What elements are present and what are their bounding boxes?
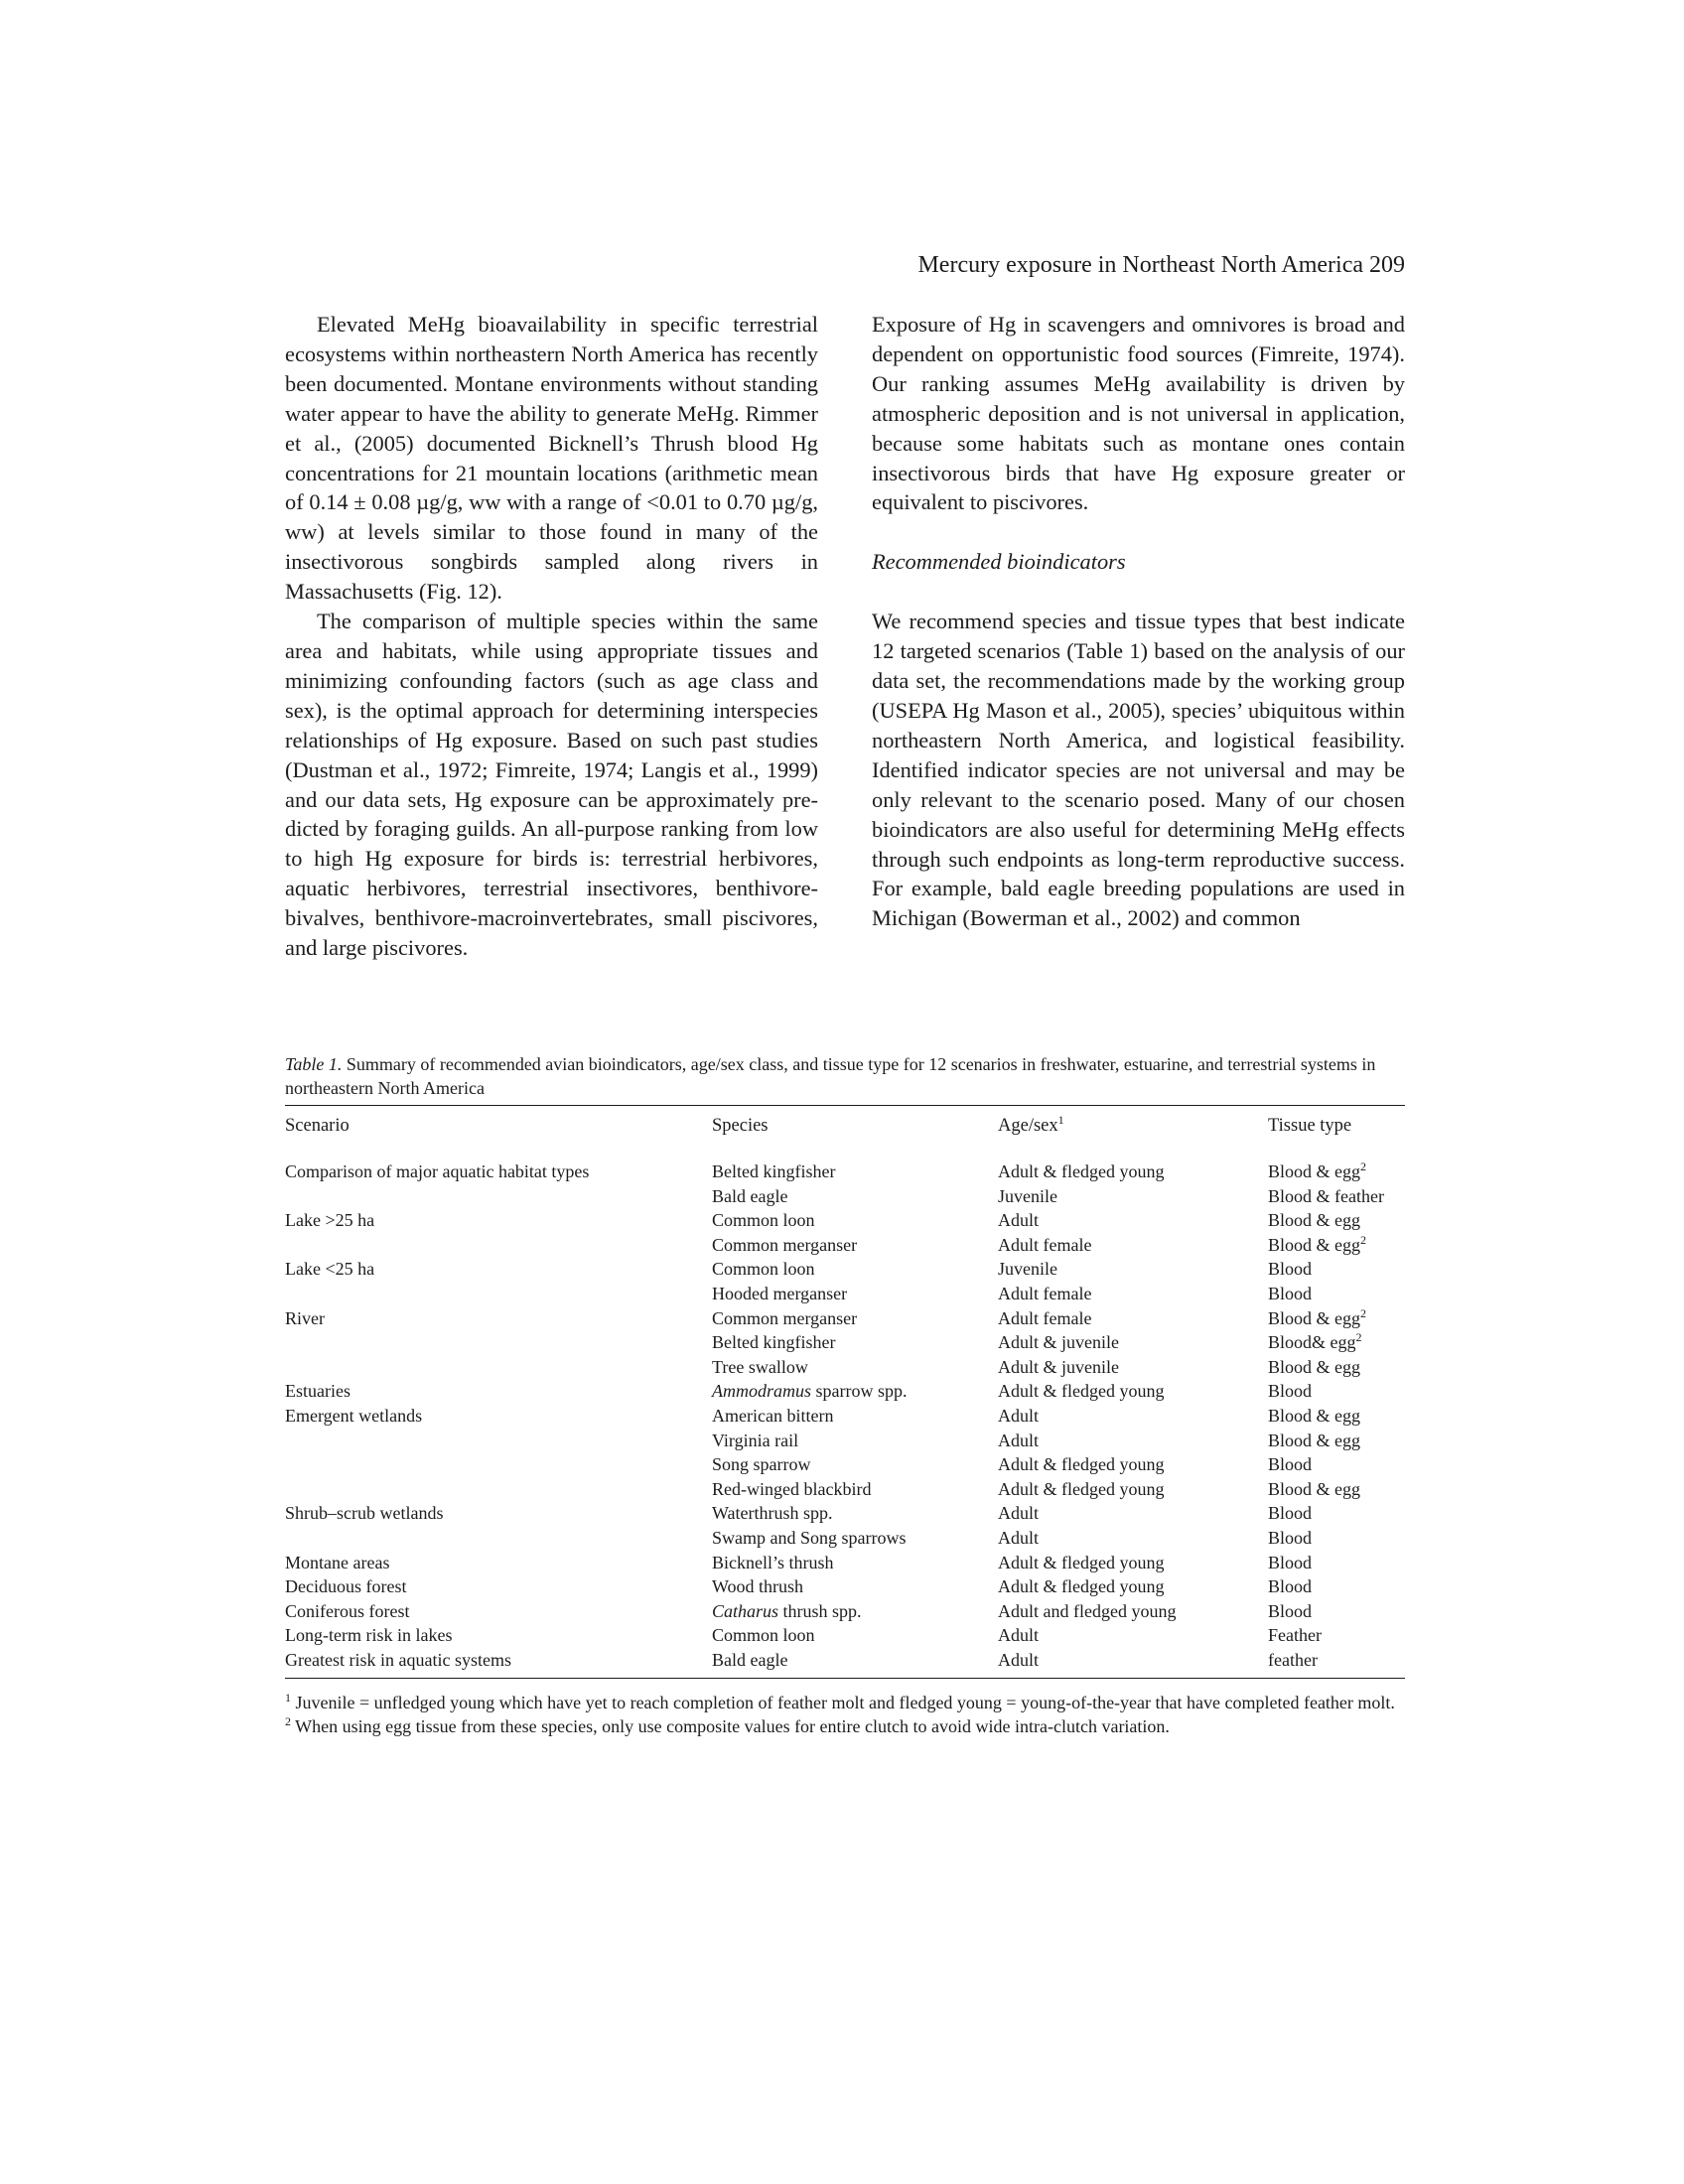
species-name: Common merganser (712, 1307, 858, 1328)
table-footnotes (285, 1691, 1405, 1738)
table-row (285, 1282, 1405, 1306)
table-row (285, 1648, 1405, 1679)
tissue-text: Blood & egg (1268, 1430, 1360, 1450)
header-scenario: Scenario (285, 1116, 350, 1136)
species-name: Belted kingfisher (712, 1332, 836, 1353)
species-name: thrush spp. (778, 1600, 862, 1621)
cell-tissue-type (1268, 1648, 1405, 1679)
table-body (285, 1148, 1405, 1678)
cell-age-sex: Adult & fledged young (998, 1161, 1165, 1181)
cell-species (712, 1282, 998, 1306)
cell-age-sex: Adult (998, 1210, 1040, 1231)
footnote-mark: 1 (285, 1691, 291, 1706)
cell-species (712, 1233, 998, 1258)
cell-species (712, 1355, 998, 1380)
cell-tissue-type (1268, 1208, 1405, 1233)
cell-tissue-type (1268, 1233, 1405, 1258)
header-age-sex (998, 1106, 1268, 1148)
cell-species (712, 1208, 998, 1233)
cell-species (712, 1551, 998, 1575)
cell-age-sex: Adult female (998, 1234, 1092, 1255)
species-name: Common loon (712, 1259, 815, 1280)
tissue-text: Blood (1268, 1576, 1313, 1597)
cell-scenario: Lake <25 ha (285, 1259, 375, 1280)
cell-species (712, 1404, 998, 1429)
header-tissue-type: Tissue type (1268, 1116, 1352, 1136)
table-caption (285, 1052, 1405, 1100)
cell-age-sex: Adult & fledged young (998, 1454, 1165, 1475)
species-name: Red-winged blackbird (712, 1478, 872, 1499)
table-row (285, 1330, 1405, 1355)
table-caption-label: Table 1. (285, 1054, 343, 1074)
cell-age-sex: Adult female (998, 1307, 1092, 1328)
species-name: Bicknell’s thrush (712, 1552, 834, 1572)
cell-age-sex: Adult female (998, 1283, 1092, 1303)
species-name: Common merganser (712, 1234, 858, 1255)
table-row (285, 1623, 1405, 1648)
tissue-text: Blood & egg (1268, 1356, 1360, 1377)
table-row (285, 1233, 1405, 1258)
tissue-text: Blood& egg (1268, 1332, 1356, 1353)
species-genus: Ammodramus (712, 1381, 812, 1402)
cell-age-sex: Adult & juvenile (998, 1332, 1119, 1353)
table-row (285, 1379, 1405, 1404)
species-name: Tree swallow (712, 1356, 808, 1377)
cell-age-sex: Adult (998, 1430, 1040, 1450)
table-row (285, 1355, 1405, 1380)
body-paragraph: The comparison of multiple species within the same area and habitats, while using appropriate tissues and minimizing confounding factors (such as age class and sex), is the optimal approach for determining interspecies relationships of Hg exposure. Based on such past studies (Dustman et al., 1972; Fimreite, 1974; Langis et al., 1999) and our data sets, Hg exposure can be approximately predicted by foraging guilds. An all-purpose ranking from low to high Hg exposure for birds is: terrestrial herbivores, aquatic herbivores, terrestrial insectivores, benthivore-bivalves, benthivore-macroinvertebrates, small piscivores, and large piscivores. (285, 609, 818, 961)
cell-tissue-type (1268, 1184, 1405, 1209)
table-row (285, 1452, 1405, 1477)
cell-species (712, 1330, 998, 1355)
cell-species (712, 1574, 998, 1599)
cell-tissue-type (1268, 1379, 1405, 1404)
tissue-text: Blood & egg (1268, 1161, 1360, 1181)
header-species: Species (712, 1116, 769, 1136)
cell-tissue-type (1268, 1623, 1405, 1648)
table-row (285, 1551, 1405, 1575)
species-name: Wood thrush (712, 1576, 804, 1597)
cell-scenario: Deciduous forest (285, 1576, 407, 1597)
species-name: Swamp and Song sparrows (712, 1527, 907, 1548)
cell-tissue-type (1268, 1404, 1405, 1429)
cell-scenario: Montane areas (285, 1552, 390, 1572)
table-row (285, 1306, 1405, 1331)
cell-tissue-type (1268, 1526, 1405, 1551)
tissue-text: Blood & egg (1268, 1405, 1360, 1426)
tissue-text: Blood & feather (1268, 1185, 1384, 1206)
cell-scenario: Long-term risk in lakes (285, 1625, 453, 1646)
body-paragraph: We recommend species and tissue types that best indicate 12 targeted scenarios (Table 1) based on the analysis of our data set, the recommendations made by the working group (USEPA Hg Mason et al., 2005), species’ ubiquitous within northeastern North America, and logistical feasibility. Identified indicator species are not universal and may be only relevant to the scenario posed. Many of our chosen bioindicators are also useful for determining MeHg effects through such endpoints as long-term reproductive success. For example, bald eagle breeding populations are used in Michigan (Bowerman et al., 2002) and common (872, 609, 1405, 931)
cell-tissue-type (1268, 1599, 1405, 1624)
tissue-text: Blood (1268, 1527, 1313, 1548)
cell-scenario (285, 1184, 712, 1209)
tissue-text: Blood & egg (1268, 1478, 1360, 1499)
cell-scenario (285, 1233, 712, 1258)
species-name: Song sparrow (712, 1454, 811, 1475)
cell-species (712, 1648, 998, 1679)
cell-scenario (285, 1526, 712, 1551)
footnote-2 (285, 1714, 1405, 1738)
section-subheading: Recommended bioindicators (872, 549, 1126, 575)
cell-tissue-type (1268, 1306, 1405, 1331)
cell-scenario: Estuaries (285, 1381, 351, 1402)
cell-age-sex: Adult & fledged young (998, 1478, 1165, 1499)
cell-scenario (285, 1477, 712, 1502)
species-name: Common loon (712, 1210, 815, 1231)
cell-tissue-type (1268, 1429, 1405, 1453)
cell-tissue-type (1268, 1574, 1405, 1599)
cell-age-sex: Adult & juvenile (998, 1356, 1119, 1377)
cell-scenario (285, 1429, 712, 1453)
cell-scenario: Greatest risk in aquatic systems (285, 1649, 511, 1670)
cell-tissue-type (1268, 1355, 1405, 1380)
body-paragraph: Elevated MeHg bioavailability in specific terrestrial ecosystems within northeastern North America has recently been documented. Montane environments without standing water appear to have the ability to generate MeHg. Rimmer et al., (2005) documented Bicknell’s Thrush blood Hg concentrations for 21 mountain locations (arithmetic mean of 0.14 ± 0.08 µg/g, ww with a range of <0.01 to 0.70 µg/g, ww) at levels similar to those found in many of the insectivorous songbirds sampled along rivers in Massachusetts (Fig. 12). (285, 312, 818, 605)
cell-tissue-type (1268, 1257, 1405, 1282)
table-row (285, 1404, 1405, 1429)
table-row (285, 1501, 1405, 1526)
tissue-text: Blood & egg (1268, 1307, 1360, 1328)
table-row (285, 1574, 1405, 1599)
species-name: sparrow spp. (811, 1381, 908, 1402)
cell-tissue-type (1268, 1282, 1405, 1306)
footnote-mark: 2 (1360, 1160, 1366, 1173)
cell-age-sex: Adult (998, 1649, 1040, 1670)
cell-tissue-type (1268, 1452, 1405, 1477)
bioindicator-table (285, 1106, 1405, 1678)
cell-scenario: Comparison of major aquatic habitat types (285, 1161, 590, 1181)
cell-age-sex: Adult (998, 1503, 1040, 1524)
species-name: American bittern (712, 1405, 834, 1426)
cell-tissue-type (1268, 1477, 1405, 1502)
cell-age-sex: Juvenile (998, 1185, 1057, 1206)
table-row (285, 1477, 1405, 1502)
cell-species (712, 1306, 998, 1331)
cell-species (712, 1501, 998, 1526)
species-name: Virginia rail (712, 1430, 799, 1450)
running-head: Mercury exposure in Northeast North America 209 (917, 252, 1405, 278)
footnote-1 (285, 1691, 1405, 1714)
cell-species (712, 1477, 998, 1502)
cell-tissue-type (1268, 1330, 1405, 1355)
cell-species (712, 1526, 998, 1551)
tissue-text: Blood & egg (1268, 1210, 1360, 1231)
cell-species (712, 1429, 998, 1453)
cell-tissue-type (1268, 1551, 1405, 1575)
tissue-text: Blood (1268, 1552, 1313, 1572)
table-row (285, 1429, 1405, 1453)
table-row (285, 1257, 1405, 1282)
cell-species (712, 1452, 998, 1477)
cell-scenario: Lake >25 ha (285, 1210, 375, 1231)
cell-species (712, 1379, 998, 1404)
footnote-mark: 2 (1360, 1305, 1366, 1320)
tissue-text: Blood (1268, 1381, 1313, 1402)
tissue-text: Blood & egg (1268, 1234, 1360, 1255)
cell-scenario (285, 1282, 712, 1306)
species-genus: Catharus (712, 1600, 779, 1621)
cell-species (712, 1184, 998, 1209)
tissue-text: Blood (1268, 1503, 1313, 1524)
table-row (285, 1526, 1405, 1551)
footnote-text: Juvenile = unfledged young which have yet to reach completion of feather molt and fledged young = young-of-the-year that have completed feather molt. (291, 1693, 1395, 1713)
cell-age-sex: Adult (998, 1405, 1040, 1426)
cell-tissue-type (1268, 1501, 1405, 1526)
cell-tissue-type (1268, 1148, 1405, 1184)
cell-scenario (285, 1355, 712, 1380)
cell-scenario: Coniferous forest (285, 1600, 410, 1621)
tissue-text: Blood (1268, 1600, 1313, 1621)
tissue-text: Feather (1268, 1625, 1322, 1646)
tissue-text: Blood (1268, 1454, 1313, 1475)
table-header-row (285, 1106, 1405, 1148)
footnote-mark: 1 (1057, 1112, 1064, 1127)
species-name: Common loon (712, 1625, 815, 1646)
cell-scenario: Shrub–scrub wetlands (285, 1503, 444, 1524)
cell-scenario (285, 1452, 712, 1477)
species-name: Waterthrush spp. (712, 1503, 833, 1524)
species-name: Bald eagle (712, 1649, 788, 1670)
tissue-text: Blood (1268, 1259, 1313, 1280)
table-1 (285, 1052, 1405, 1738)
table-caption-text: Summary of recommended avian bioindicators, age/sex class, and tissue type for 12 scenarios in freshwater, estuarine, and terrestrial systems in northeastern North America (285, 1054, 1376, 1098)
table-row (285, 1599, 1405, 1624)
cell-scenario: Emergent wetlands (285, 1405, 423, 1426)
cell-age-sex: Adult (998, 1527, 1040, 1548)
cell-age-sex: Adult & fledged young (998, 1381, 1165, 1402)
cell-scenario (285, 1330, 712, 1355)
cell-age-sex: Adult & fledged young (998, 1576, 1165, 1597)
body-paragraph: Exposure of Hg in scavengers and omnivores is broad and dependent on opportunistic food sources (Fimreite, 1974). Our ranking assumes MeHg availability is driven by atmospheric deposition and is not universal in application, because some habitats such as montane ones contain insectivorous birds that have Hg exposure greater or equivalent to piscivores. (872, 312, 1405, 515)
footnote-mark: 2 (1355, 1330, 1362, 1345)
footnote-mark: 2 (285, 1714, 291, 1729)
species-name: Bald eagle (712, 1185, 788, 1206)
table-bottom-rule (285, 1678, 1405, 1679)
footnote-mark: 2 (1360, 1232, 1366, 1247)
cell-age-sex: Adult and fledged young (998, 1600, 1177, 1621)
header-age-sex-text: Age/sex (998, 1116, 1058, 1136)
tissue-text: Blood (1268, 1283, 1313, 1303)
table-row (285, 1184, 1405, 1209)
table-row (285, 1208, 1405, 1233)
left-column (285, 310, 818, 963)
cell-age-sex: Adult & fledged young (998, 1552, 1165, 1572)
footnote-text: When using egg tissue from these species, only use composite values for entire clutch to avoid wide intra-clutch variation. (291, 1716, 1170, 1737)
cell-age-sex: Juvenile (998, 1259, 1057, 1280)
cell-species (712, 1257, 998, 1282)
species-name: Belted kingfisher (712, 1161, 836, 1181)
table-row (285, 1148, 1405, 1184)
cell-species (712, 1623, 998, 1648)
tissue-text: feather (1268, 1649, 1318, 1670)
cell-age-sex: Adult (998, 1625, 1040, 1646)
species-name: Hooded merganser (712, 1283, 848, 1303)
cell-species (712, 1148, 998, 1184)
right-column (872, 310, 1405, 933)
cell-species (712, 1599, 998, 1624)
cell-scenario: River (285, 1307, 325, 1328)
